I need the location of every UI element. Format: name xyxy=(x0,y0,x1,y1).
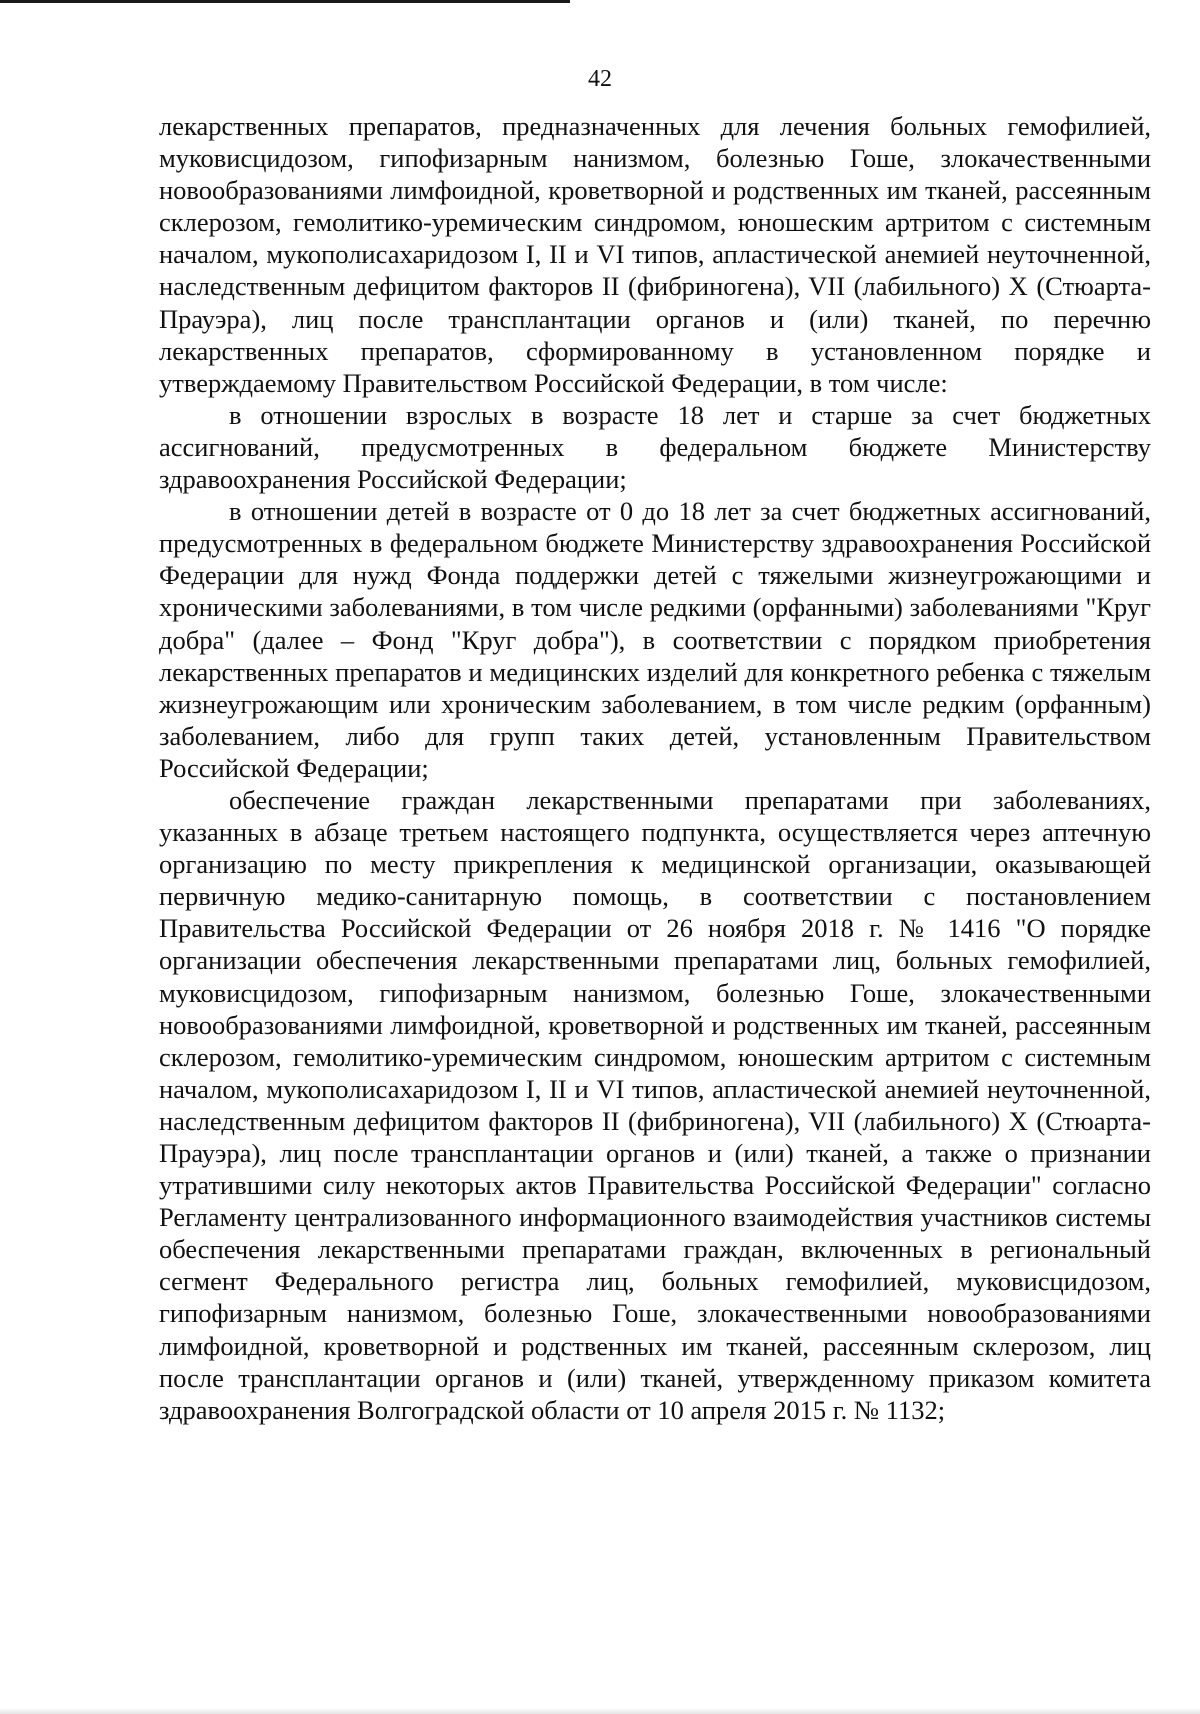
paragraph-adults: в отношении взрослых в возрасте 18 лет и старше за счет бюджетных ассигнований, предусмотренных в федеральном бюджете Министерству здравоохранения Российской Федерации; xyxy=(159,399,1151,495)
page-number: 42 xyxy=(588,66,612,92)
scan-edge-line xyxy=(0,0,570,3)
paragraph-continuation: лекарственных препаратов, предназначенных для лечения больных гемофилией, муковисцидозом, гипофизарным нанизмом, болезнью Гоше, злокачественными новообразованиями лимфоидной, кроветворной и родственных им тканей, рассеянным склерозом, гемолитико-уремическим синдромом, юношеским артритом с системным началом, мукополисахаридозом I, II и VI типов, апластической анемией неуточненной, наследственным дефицитом факторов II (фибриногена), VII (лабильного) X (Стюарта-Прауэра), лиц после трансплантации органов и (или) тканей, по перечню лекарственных препаратов, сформированному в установленном порядке и утверждаемому Правительством Российской Федерации, в том числе: xyxy=(159,111,1151,398)
paragraph-children: в отношении детей в возрасте от 0 до 18 лет за счет бюджетных ассигнований, предусмотренных в федеральном бюджете Министерству здравоохранения Российской Федерации для нужд Фонда поддержки детей с тяжелыми жизнеугрожающими и хроническими заболеваниями, в том числе редкими (орфанными) заболеваниями "Круг добра" (далее – Фонд "Круг добра"), в соответствии с порядком приобретения лекарственных препаратов и медицинских изделий для конкретного ребенка с тяжелым жизнеугрожающим или хроническим заболеванием, в том числе редким (орфанным) заболеванием, либо для групп таких детей, установленным Правительством Российской Федерации; xyxy=(159,496,1151,783)
scan-edge-shadow xyxy=(0,1708,1200,1714)
document-body xyxy=(159,110,1151,1426)
paragraph-provision: обеспечение граждан лекарственными препаратами при заболеваниях, указанных в абзаце третьем настоящего подпункта, осуществляется через аптечную организацию по месту прикрепления к медицинской организации, оказывающей первичную медико-санитарную помощь, в соответствии с постановлением Правительства Российской Федерации от 26 ноября 2018 г. № 1416 "О порядке организации обеспечения лекарственными препаратами лиц, больных гемофилией, муковисцидозом, гипофизарным нанизмом, болезнью Гоше, злокачественными новообразованиями лимфоидной, кроветворной и родственных им тканей, рассеянным склерозом, гемолитико-уремическим синдромом, юношеским артритом с системным началом, мукополисахаридозом I, II и VI типов, апластической анемией неуточненной, наследственным дефицитом факторов II (фибриногена), VII (лабильного) X (Стюарта-Прауэра), лиц после трансплантации органов и (или) тканей, а также о признании утратившими силу некоторых актов Правительства Российской Федерации" согласно Регламенту централизованного информационного взаимодействия участников системы обеспечения лекарственными препаратами граждан, включенных в региональный сегмент Федерального регистра лиц, больных гемофилией, муковисцидозом, гипофизарным нанизмом, болезнью Гоше, злокачественными новообразованиями лимфоидной, кроветворной и родственных им тканей, рассеянным склерозом, лиц после трансплантации органов и (или) тканей, утвержденному приказом комитета здравоохранения Волгоградской области от 10 апреля 2015 г. № 1132; xyxy=(159,784,1151,1425)
